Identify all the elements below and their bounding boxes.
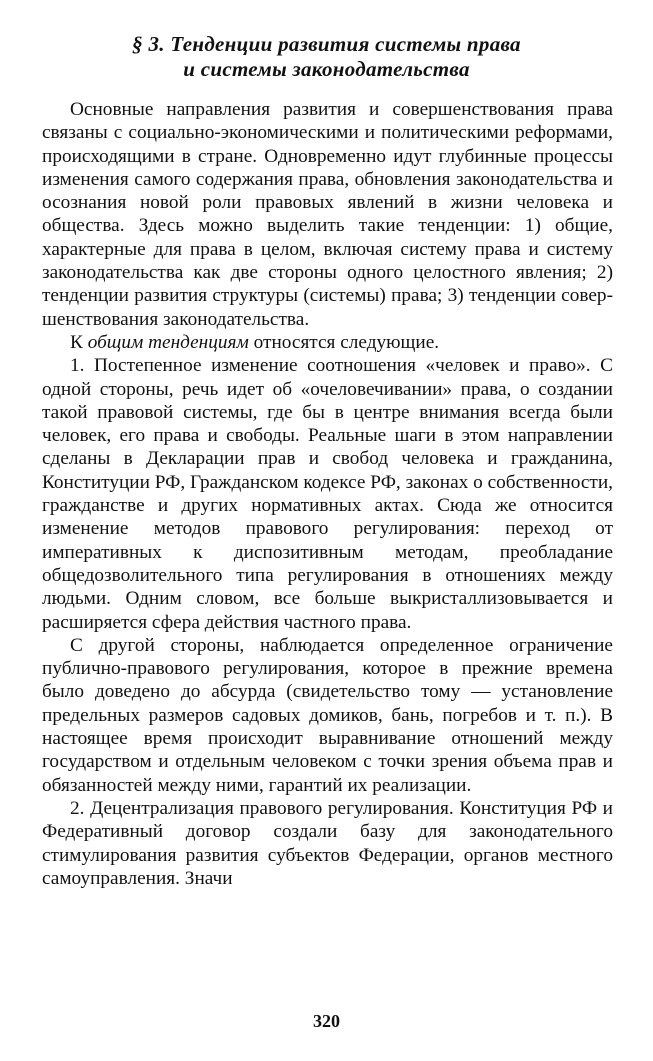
section-heading	[40, 32, 613, 82]
paragraph-trend-2: 2. Децентрализация правового регулирования. Конституция РФ и Федеративный договор создали базу для законодательного стимулирования развития субъектов Федерации, органов местного самоуправления. Значи	[42, 797, 613, 889]
body-text	[42, 98, 613, 890]
paragraph-intro: Основные направления развития и совершенствования права связаны с социально-экономическими и политическими реформами, происходящими в стране. Одновременно идут глубинные процессы изменения самого содержания права, обновления законодательства и осознания новой роли правовых явлений в жизни человека и общества. Здесь можно выделить такие тенденции: 1) общие, характерные для права в целом, включая систему права и систему законодательства как две стороны одного целостного явления; 2) тенденции развития структуры (системы) права; 3) тенденции совершенствования законодательства.	[42, 99, 613, 330]
paragraph-trend-1: 1. Постепенное изменение соотношения «человек и право». С одной стороны, речь идет об «очеловечивании» права, о создании такой правовой системы, где бы в центре внимания всегда были человек, его права и свободы. Реальные шаги в этом направлении сделаны в Декларации прав и свобод человека и гражданина, Конституции РФ, Гражданском кодексе РФ, законах о собственности, гражданстве и других нормативных актах. Сюда же относится изменение методов правового регулирования: переход от императивных к диспозитивным методам, преобладание общедозволительного типа регулирования в отношениях между людьми. Одним словом, все больше выкристаллизовывается и расширяется сфера действия частного права.	[42, 355, 613, 633]
section-heading-line-2: и системы законодательства	[183, 57, 470, 81]
general-trends-suffix: относятся следующие.	[248, 331, 440, 353]
page-number: 320	[313, 1011, 340, 1031]
paragraph-general-trends	[42, 331, 613, 354]
section-heading-line-1: § 3. Тенденции развития системы права	[132, 32, 521, 56]
paragraph-public-law: С другой стороны, наблюдается определенное ограничение публично-правового регулирования, которое в прежние времена было доведено до абсурда (свидетельство тому — установление предельных размеров садовых домиков, бань, погребов и т. п.). В настоящее время происходит выравнивание отношений между государством и отдельным человеком с точки зрения объема прав и обязанностей между ними, гарантий их реализации.	[42, 634, 613, 796]
general-trends-prefix: К	[70, 331, 88, 353]
general-trends-emphasis: общим тенденциям	[87, 331, 249, 353]
